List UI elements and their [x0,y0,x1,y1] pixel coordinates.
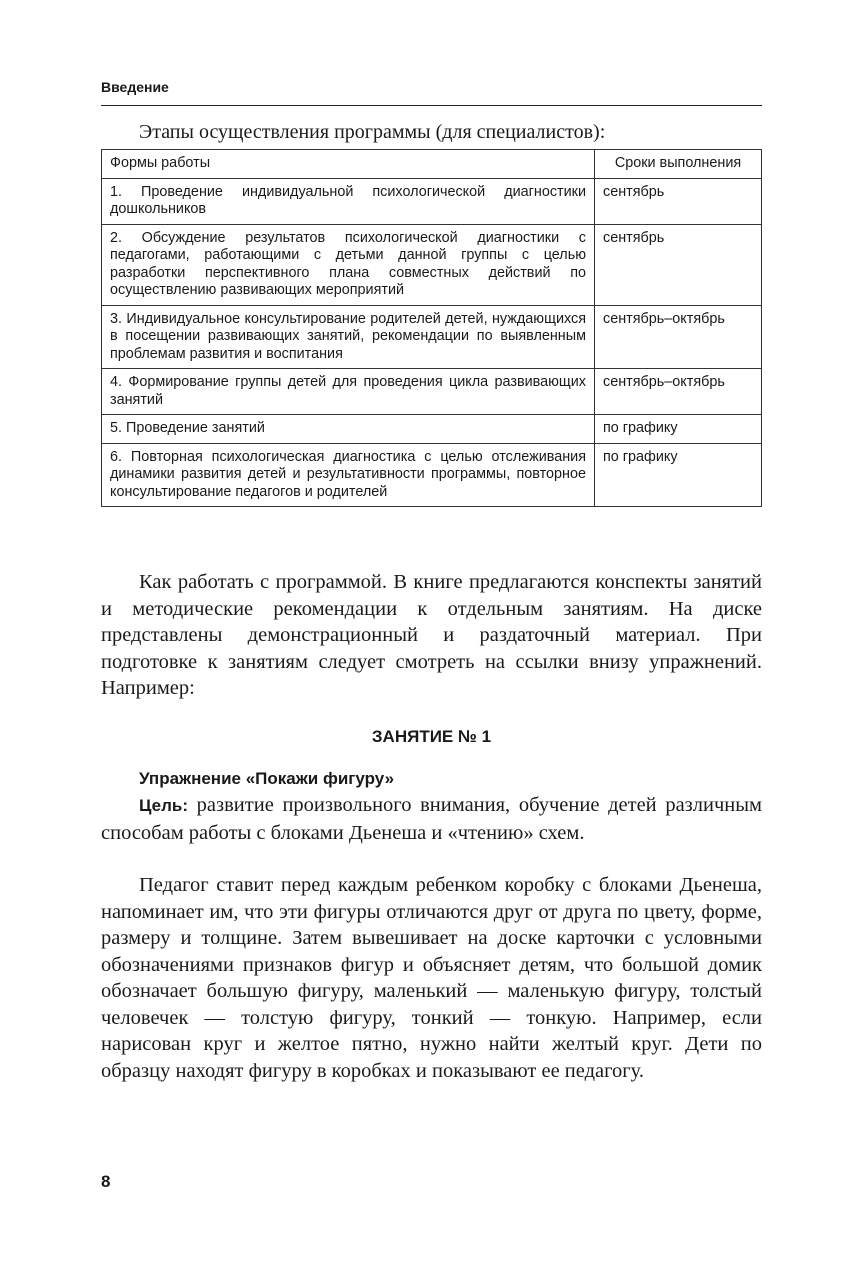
table-row [102,178,762,224]
cell-form: 2. Обсуждение результатов психологической диагностики с педагогами, работающими с детьми данной группы с целью разработки перспективного плана совместных действий по осуществлению развивающих мероприятий [102,224,595,305]
description-text-block [101,872,762,1084]
running-header: Введение [101,79,169,95]
cell-term: по графику [595,415,762,444]
page-number: 8 [101,1172,111,1191]
table-row [102,415,762,444]
cell-form: 4. Формирование группы детей для проведения цикла развивающих занятий [102,369,595,415]
column-header-terms: Сроки выполнения [595,150,762,179]
table-row [102,224,762,305]
goal-text: развитие произвольного внимания, обучение детей различным способам работы с блоками Дьенеша и «чтению» схем. [101,794,762,844]
column-header-forms: Формы работы [102,150,595,179]
table-caption: Этапы осуществления программы (для специалистов): [139,121,606,143]
header-rule [101,105,762,106]
cell-term: сентябрь–октябрь [595,305,762,369]
goal-text-block [101,792,762,846]
lesson-title: ЗАНЯТИЕ № 1 [371,727,492,746]
cell-term: по графику [595,443,762,507]
program-stages-table [101,149,762,507]
cell-form: 6. Повторная психологическая диагностика с целью отслеживания динамики развития детей и результативности программы, повторное консультирование педагогов и родителей [102,443,595,507]
cell-term: сентябрь–октябрь [595,369,762,415]
cell-term: сентябрь [595,178,762,224]
description-paragraph: Педагог ставит перед каждым ребенком коробку с блоками Дьенеша, напоминает им, что эти фигуры отличаются друг от друга по цвету, форме, размеру и толщине. Затем вывешивает на доске карточки с условными обозначениями признаков фигур и объясняет детям, что большой домик обозначает большую фигуру, маленький — маленькую фигуру, толстый человечек — толстую фигуру, тонкий — тонкую. Например, если нарисован круг и желтое пятно, нужно найти желтый круг. Дети по образцу находят фигуру в коробках и показывают ее педагогу. [101,874,762,1082]
cell-term: сентябрь [595,224,762,305]
intro-paragraph: Как работать с программой. В книге предлагаются конспекты занятий и методические рекомендации к отдельным занятиям. На диске представлены демонстрационный и раздаточный материал. При подготовке к занятиям следует смотреть на ссылки внизу упражнений. Например: [101,571,762,699]
exercise-title: Упражнение «Покажи фигуру» [139,769,395,788]
cell-form: 3. Индивидуальное консультирование родителей детей, нуждающихся в посещении развивающих занятий, рекомендации по выявленным проблемам развития и воспитания [102,305,595,369]
cell-form: 1. Проведение индивидуальной психологической диагностики дошкольников [102,178,595,224]
cell-form: 5. Проведение занятий [102,415,595,444]
intro-text-block [101,569,762,702]
table-row [102,369,762,415]
goal-paragraph [101,792,762,846]
table-row [102,443,762,507]
table-header-row [102,150,762,179]
goal-label: Цель: [139,796,188,815]
table-row [102,305,762,369]
